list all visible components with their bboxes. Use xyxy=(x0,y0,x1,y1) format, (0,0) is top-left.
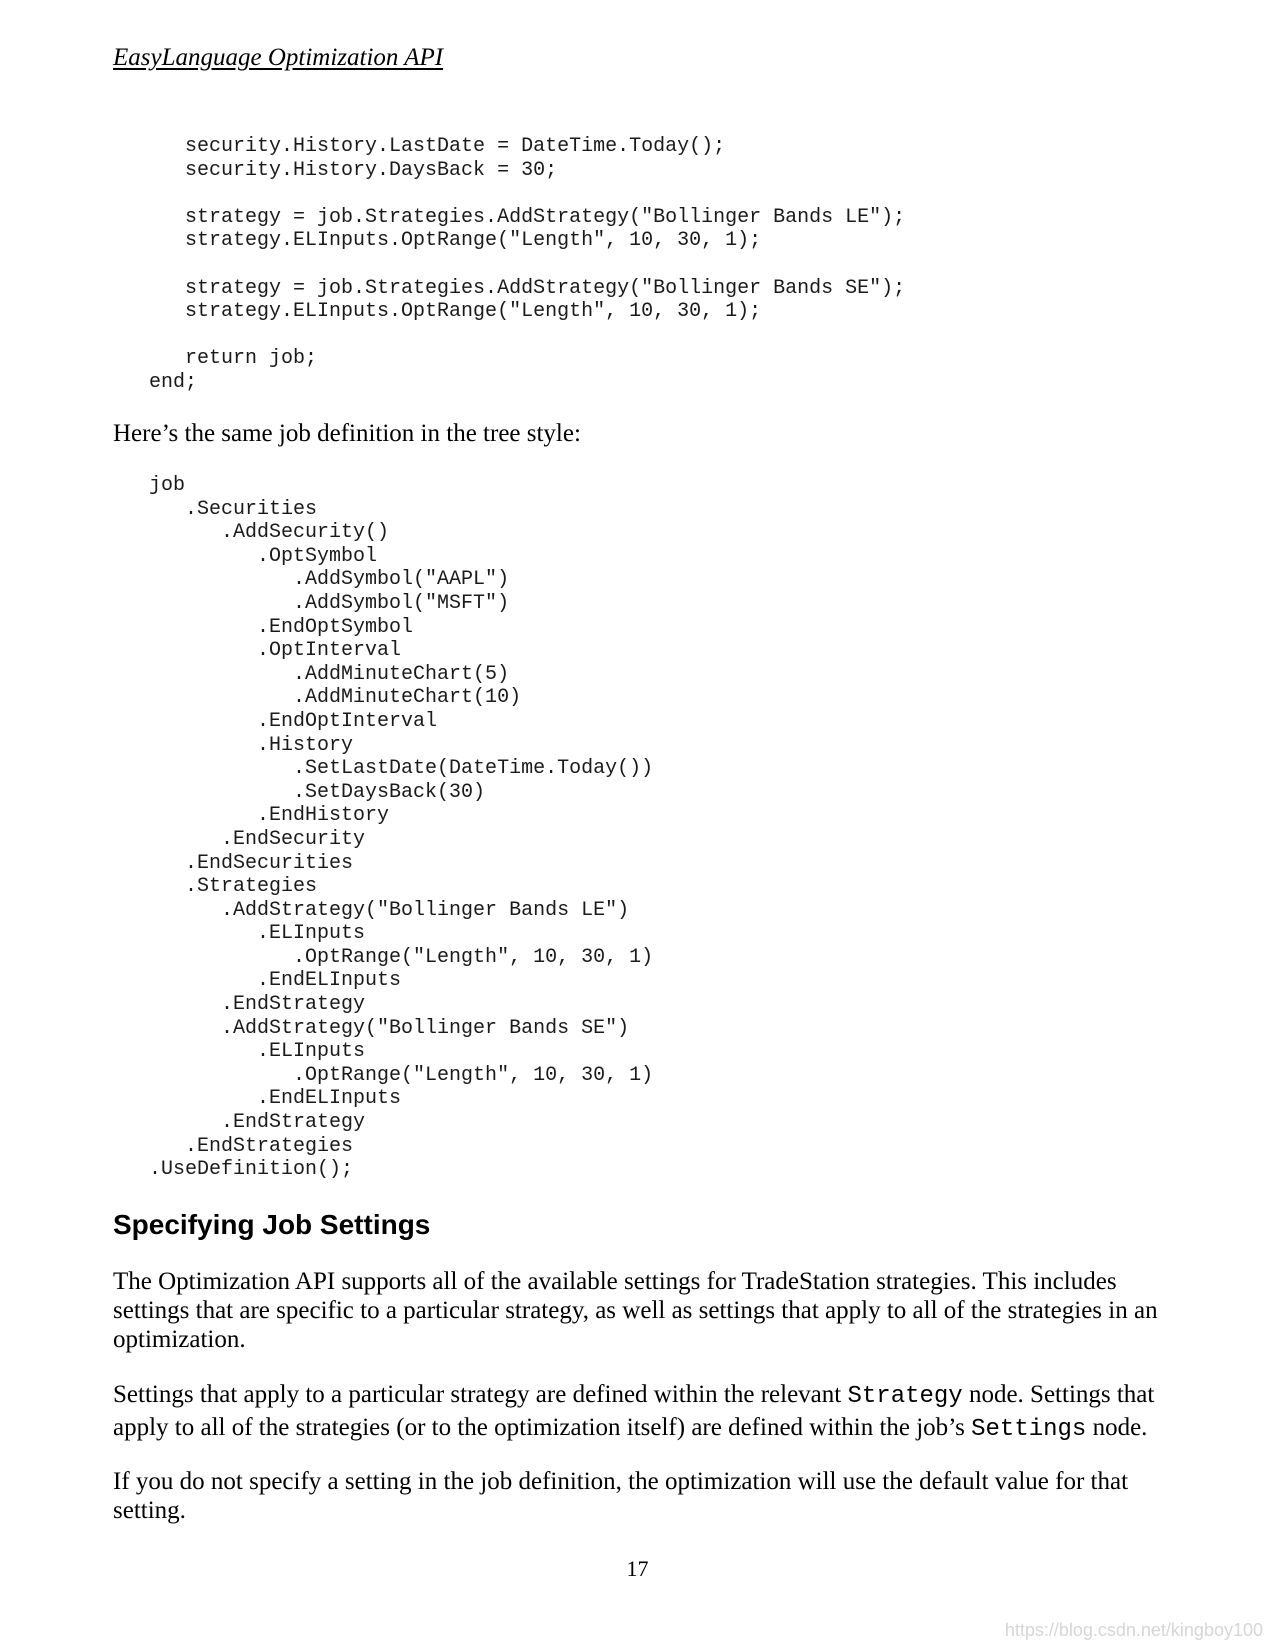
inline-code-settings: Settings xyxy=(971,1416,1087,1443)
code-line: .Securities xyxy=(113,497,318,521)
code-line: .EndSecurities xyxy=(113,851,354,875)
code-line: .EndELInputs xyxy=(113,969,402,993)
code-line: end; xyxy=(113,370,198,394)
code-line: .AddSymbol("AAPL") xyxy=(113,568,510,592)
code-line: strategy.ELInputs.OptRange("Length", 10, 30, 1); xyxy=(113,300,762,324)
code-line: security.History.DaysBack = 30; xyxy=(113,158,558,182)
paragraph-default-value: If you do not specify a setting in the job definition, the optimization will use the default value for that setting. xyxy=(113,1468,1129,1524)
code-line: .Strategies xyxy=(113,875,318,899)
code-line: .AddStrategy("Bollinger Bands SE") xyxy=(113,1016,630,1040)
paragraph-api-settings: The Optimization API supports all of the available settings for TradeStation strategies. This includes settings that are specific to a particular strategy, as well as settings that apply to all of the strategies in an optimization. xyxy=(113,1268,1158,1353)
running-header: EasyLanguage Optimization API xyxy=(113,44,444,71)
watermark: https://blog.csdn.net/kingboy100 xyxy=(1004,1620,1263,1640)
code-line: .OptRange("Length", 10, 30, 1) xyxy=(113,1063,654,1087)
para2-text-1: Settings that apply to a particular strategy are defined within the relevant xyxy=(113,1381,848,1408)
code-line xyxy=(113,324,905,348)
code-line: .EndStrategy xyxy=(113,1111,366,1135)
para2-text-3: node. xyxy=(1086,1414,1148,1441)
code-block-tree xyxy=(113,474,653,1182)
code-line: strategy = job.Strategies.AddStrategy("Bollinger Bands SE"); xyxy=(113,276,906,300)
code-line: .EndELInputs xyxy=(113,1087,402,1111)
code-line xyxy=(113,182,905,206)
code-line: .AddSecurity() xyxy=(113,521,390,545)
code-line: strategy.ELInputs.OptRange("Length", 10, 30, 1); xyxy=(113,229,762,253)
code-line: .EndHistory xyxy=(113,804,390,828)
code-line: .EndStrategies xyxy=(113,1134,354,1158)
code-line: security.History.LastDate = DateTime.Today(); xyxy=(113,135,726,158)
code-line: .SetLastDate(DateTime.Today()) xyxy=(113,757,654,781)
code-line: .SetDaysBack(30) xyxy=(113,780,486,804)
code-line: .EndOptInterval xyxy=(113,709,438,733)
code-line: .AddMinuteChart(10) xyxy=(113,686,522,710)
page-number: 17 xyxy=(626,1556,649,1581)
code-line: .ELInputs xyxy=(113,1040,366,1064)
section-heading: Specifying Job Settings xyxy=(113,1209,431,1240)
paragraph-settings-scope xyxy=(113,1379,1173,1445)
code-line: .EndOptSymbol xyxy=(113,615,414,639)
code-line: .EndSecurity xyxy=(113,827,366,851)
code-line: job xyxy=(113,474,186,497)
code-line: .OptSymbol xyxy=(113,544,378,568)
code-line xyxy=(113,253,905,277)
code-line: .OptRange("Length", 10, 30, 1) xyxy=(113,945,654,969)
code-line: .ELInputs xyxy=(113,922,366,946)
code-line: .AddMinuteChart(5) xyxy=(113,662,510,686)
inline-code-strategy: Strategy xyxy=(847,1383,963,1410)
code-line: strategy = job.Strategies.AddStrategy("Bollinger Bands LE"); xyxy=(113,205,906,229)
para2-text-2: node. Settings that apply to all of the strategies (or to the optimization itself) are defined within the job’s xyxy=(113,1381,1155,1441)
intro-text: Here’s the same job definition in the tree style: xyxy=(113,420,581,447)
code-line: .AddStrategy("Bollinger Bands LE") xyxy=(113,898,630,922)
code-line: .OptInterval xyxy=(113,639,402,663)
code-line: .AddSymbol("MSFT") xyxy=(113,591,510,615)
code-line: .EndStrategy xyxy=(113,993,366,1017)
code-line: return job; xyxy=(113,347,318,371)
code-block-script xyxy=(113,135,905,395)
code-line: .UseDefinition(); xyxy=(113,1158,354,1182)
code-line: .History xyxy=(113,733,354,757)
